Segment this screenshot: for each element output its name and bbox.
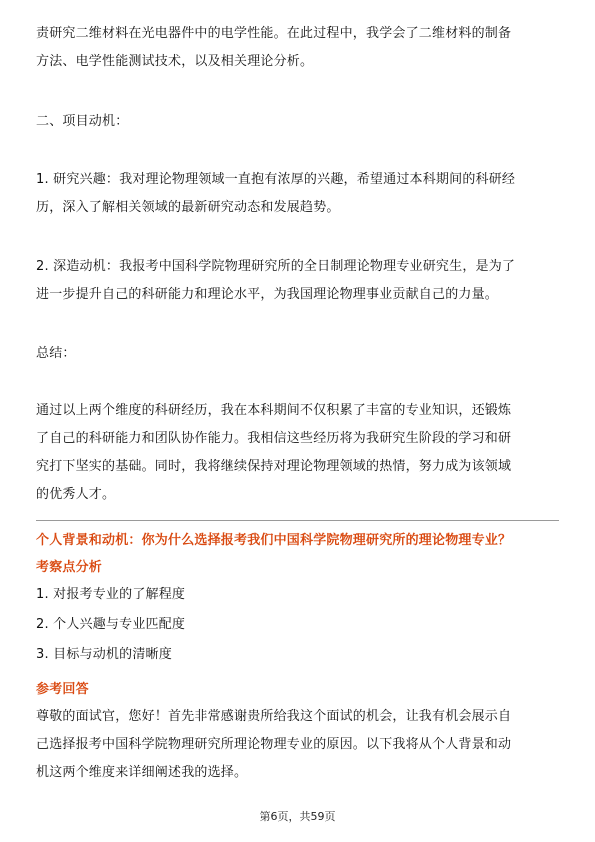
- paragraph-line: 责研究二维材料在光电器件中的电学性能。在此过程中，我学会了二维材料的制备: [36, 26, 512, 41]
- paragraph-line: 历，深入了解相关领域的最新研究动态和发展趋势。: [36, 200, 340, 215]
- paragraph-line: 1. 研究兴趣：我对理论物理领域一直抱有浓厚的兴趣，希望通过本科期间的科研经: [36, 172, 516, 187]
- paragraph-line: 进一步提升自己的科研能力和理论水平，为我国理论物理事业贡献自己的力量。: [36, 287, 499, 302]
- analysis-heading: 考察点分析: [36, 560, 103, 575]
- section-divider: [36, 520, 559, 521]
- answer-line: 己选择报考中国科学院物理研究所理论物理专业的原因。以下我将从个人背景和动: [36, 737, 512, 752]
- paragraph-line: 究打下坚实的基础。同时，我将继续保持对理论物理领域的热情，努力成为该领域: [36, 459, 512, 474]
- paragraph-line: 2. 深造动机：我报考中国科学院物理研究所的全日制理论物理专业研究生，是为了: [36, 259, 516, 274]
- answer-line: 机这两个维度来详细阐述我的选择。: [36, 765, 248, 780]
- analysis-point: 2. 个人兴趣与专业匹配度: [36, 617, 186, 632]
- analysis-point: 3. 目标与动机的清晰度: [36, 647, 172, 662]
- summary-heading: 总结：: [36, 346, 76, 361]
- answer-line: 尊敬的面试官，您好！首先非常感谢贵所给我这个面试的机会，让我有机会展示自: [36, 709, 512, 724]
- analysis-point: 1. 对报考专业的了解程度: [36, 587, 186, 602]
- question-title: 个人背景和动机：你为什么选择报考我们中国科学院物理研究所的理论物理专业？: [36, 533, 512, 548]
- paragraph-line: 了自己的科研能力和团队协作能力。我相信这些经历将为我研究生阶段的学习和研: [36, 431, 512, 446]
- paragraph-line: 方法、电学性能测试技术，以及相关理论分析。: [36, 54, 314, 69]
- section-heading: 二、项目动机：: [36, 114, 129, 129]
- paragraph-line: 通过以上两个维度的科研经历，我在本科期间不仅积累了丰富的专业知识，还锻炼: [36, 403, 512, 418]
- paragraph-line: 的优秀人才。: [36, 487, 116, 502]
- page-number: 第6页，共59页: [259, 810, 336, 823]
- answer-heading: 参考回答: [36, 682, 89, 697]
